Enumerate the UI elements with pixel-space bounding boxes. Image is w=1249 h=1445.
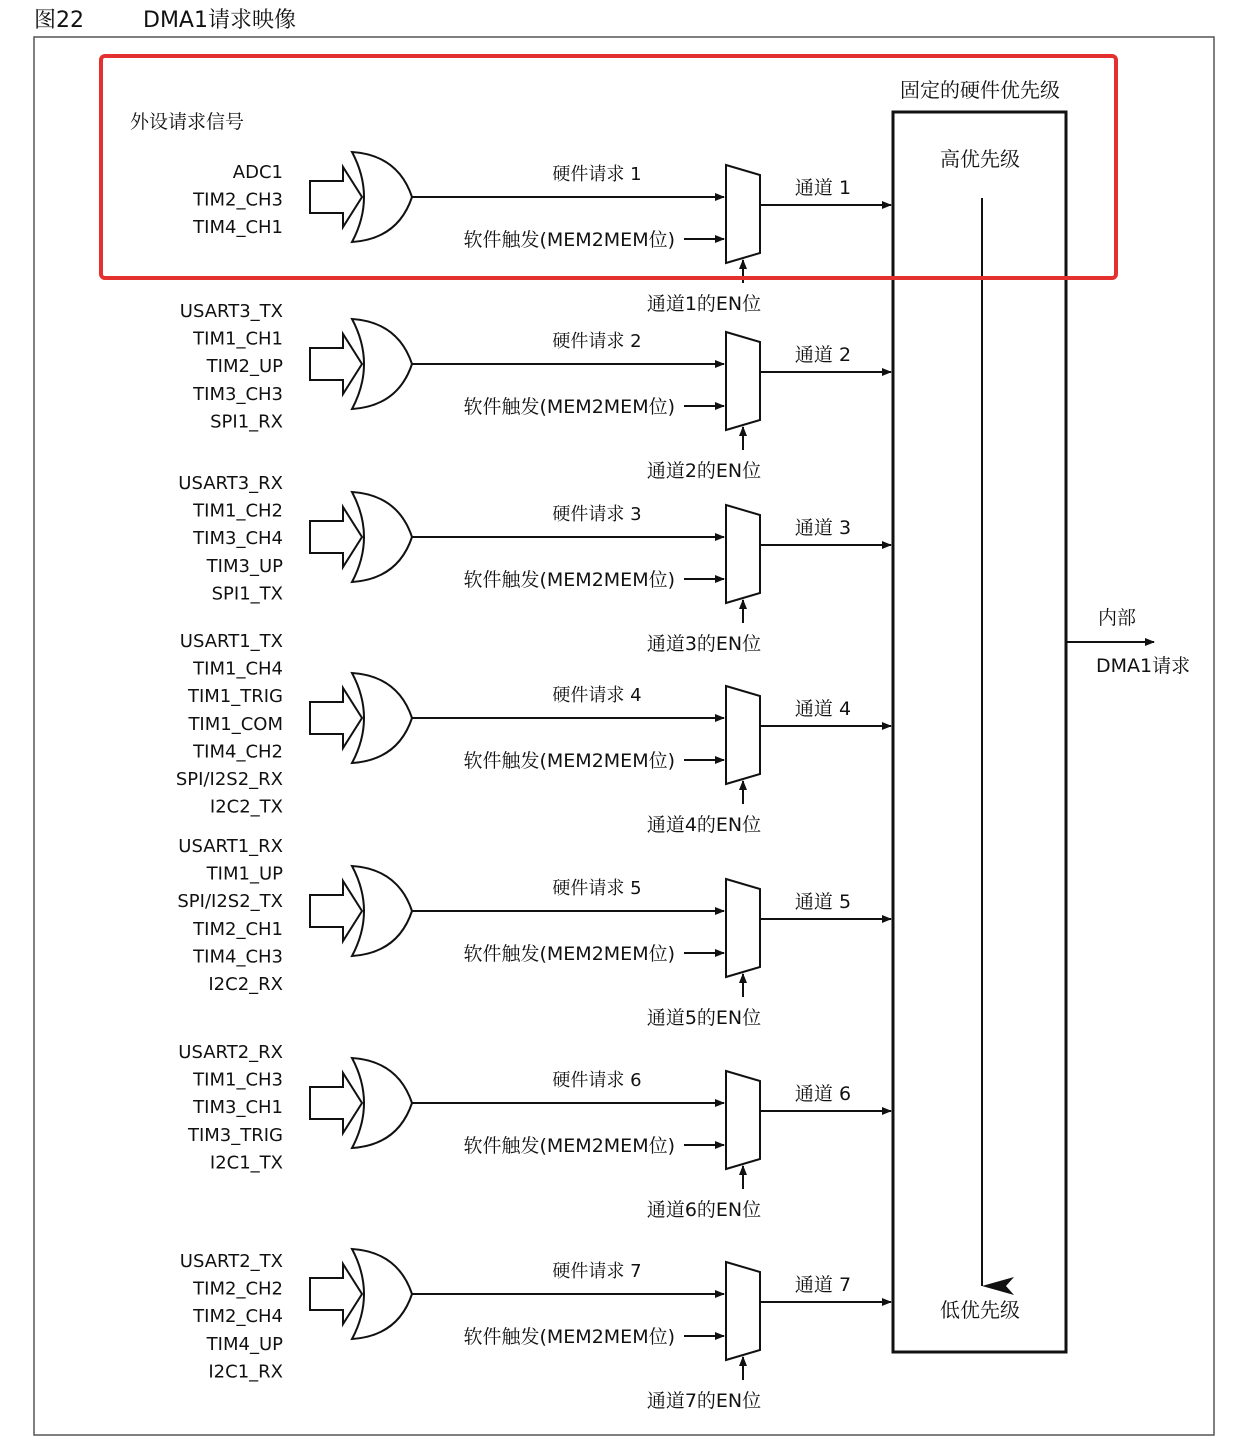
signal-label: USART2_TX xyxy=(179,1251,283,1272)
input-arrow-icon xyxy=(310,334,362,394)
signal-label: USART1_RX xyxy=(178,836,283,857)
signal-label: TIM1_CH3 xyxy=(193,1069,283,1091)
input-arrow-icon xyxy=(310,507,362,567)
signal-label: TIM1_TRIG xyxy=(187,686,283,708)
priority-box xyxy=(893,112,1066,1352)
sw-trigger-label: 软件触发(MEM2MEM位) xyxy=(463,396,675,418)
signal-label: TIM1_COM xyxy=(188,713,283,735)
channel-group-2 xyxy=(180,301,891,482)
priority-low-label: 低优先级 xyxy=(940,1298,1020,1322)
figure-number: 图22 xyxy=(34,8,84,33)
channel-label: 通道 6 xyxy=(794,1083,852,1105)
en-bit-label: 通道4的EN位 xyxy=(646,814,762,836)
hw-request-label: 硬件请求 6 xyxy=(552,1070,642,1091)
signal-label: SPI1_TX xyxy=(211,583,283,605)
sw-trigger-label: 软件触发(MEM2MEM位) xyxy=(463,229,675,251)
input-arrow-icon xyxy=(310,1264,362,1324)
input-arrow-icon xyxy=(310,688,362,748)
hw-request-label: 硬件请求 4 xyxy=(552,685,642,706)
signal-label: SPI/I2S2_TX xyxy=(177,891,283,913)
input-arrow-icon xyxy=(310,1073,362,1133)
signal-label: USART3_TX xyxy=(179,301,283,322)
channel-label: 通道 5 xyxy=(794,891,852,913)
signal-label: I2C2_TX xyxy=(209,796,283,818)
signal-label: TIM3_UP xyxy=(206,555,283,577)
hw-request-label: 硬件请求 5 xyxy=(552,878,642,899)
signal-label: USART2_RX xyxy=(178,1042,283,1063)
mux-icon xyxy=(726,165,760,263)
channel-group-1 xyxy=(192,152,891,315)
signal-label: TIM1_UP xyxy=(206,863,283,885)
en-bit-label: 通道2的EN位 xyxy=(646,460,762,482)
mux-icon xyxy=(726,1262,760,1360)
signal-label: TIM4_CH1 xyxy=(193,217,283,239)
output-label-line1: 内部 xyxy=(1098,607,1137,629)
sw-trigger-label: 软件触发(MEM2MEM位) xyxy=(463,943,675,965)
signal-label: TIM3_TRIG xyxy=(187,1124,283,1146)
channel-label: 通道 4 xyxy=(794,698,852,720)
signal-label: TIM2_CH3 xyxy=(193,189,283,211)
hw-request-label: 硬件请求 3 xyxy=(552,504,642,525)
signal-label: TIM4_CH2 xyxy=(193,741,283,763)
signal-label: TIM2_CH4 xyxy=(193,1306,283,1328)
en-bit-label: 通道7的EN位 xyxy=(646,1390,762,1412)
signal-label: USART1_TX xyxy=(179,631,283,652)
signal-label: SPI/I2S2_RX xyxy=(175,769,283,790)
en-bit-label: 通道5的EN位 xyxy=(646,1007,762,1029)
signal-label: SPI1_RX xyxy=(210,411,283,433)
sw-trigger-label: 软件触发(MEM2MEM位) xyxy=(463,569,675,591)
channel-group-4 xyxy=(176,631,891,836)
mux-icon xyxy=(726,505,760,603)
priority-title: 固定的硬件优先级 xyxy=(900,78,1060,102)
channel-group-7 xyxy=(180,1249,891,1412)
priority-high-label: 高优先级 xyxy=(940,147,1020,171)
hw-request-label: 硬件请求 1 xyxy=(552,164,642,185)
channel-label: 通道 7 xyxy=(794,1274,852,1296)
mux-icon xyxy=(726,686,760,784)
sw-trigger-label: 软件触发(MEM2MEM位) xyxy=(463,750,675,772)
signal-label: ADC1 xyxy=(232,162,283,183)
signal-label: TIM1_CH4 xyxy=(193,658,283,680)
hw-request-label: 硬件请求 2 xyxy=(552,331,642,352)
signal-label: I2C2_RX xyxy=(208,974,283,995)
signal-label: TIM1_CH2 xyxy=(193,500,283,522)
mux-icon xyxy=(726,879,760,977)
signal-label: I2C1_TX xyxy=(209,1152,283,1174)
mux-icon xyxy=(726,1071,760,1169)
signal-label: I2C1_RX xyxy=(208,1361,283,1383)
figure-title: DMA1请求映像 xyxy=(143,8,296,33)
sw-trigger-label: 软件触发(MEM2MEM位) xyxy=(463,1326,675,1348)
input-arrow-icon xyxy=(310,167,362,227)
signal-label: TIM3_CH4 xyxy=(193,528,283,550)
signal-label: TIM4_CH3 xyxy=(193,946,283,968)
channel-group-5 xyxy=(177,836,891,1029)
en-bit-label: 通道1的EN位 xyxy=(646,293,762,315)
channel-label: 通道 3 xyxy=(794,517,852,539)
output-label-line2: DMA1请求 xyxy=(1096,655,1191,677)
signal-label: TIM4_UP xyxy=(206,1333,283,1355)
sw-trigger-label: 软件触发(MEM2MEM位) xyxy=(463,1135,675,1157)
channel-label: 通道 2 xyxy=(794,344,852,366)
signal-label: TIM1_CH1 xyxy=(193,328,283,350)
signal-label: TIM2_CH1 xyxy=(193,918,283,940)
signal-label: USART3_RX xyxy=(178,473,283,494)
en-bit-label: 通道3的EN位 xyxy=(646,633,762,655)
channel-group-3 xyxy=(178,473,891,655)
signal-label: TIM3_CH3 xyxy=(193,383,283,405)
input-arrow-icon xyxy=(310,881,362,941)
peripheral-label: 外设请求信号 xyxy=(130,111,245,133)
channel-groups xyxy=(176,152,891,1412)
mux-icon xyxy=(726,332,760,430)
signal-label: TIM3_CH1 xyxy=(193,1097,283,1119)
signal-label: TIM2_UP xyxy=(206,356,283,378)
signal-label: TIM2_CH2 xyxy=(193,1278,283,1300)
hw-request-label: 硬件请求 7 xyxy=(552,1261,642,1282)
en-bit-label: 通道6的EN位 xyxy=(646,1199,762,1221)
channel-label: 通道 1 xyxy=(794,177,852,199)
channel-group-6 xyxy=(178,1042,891,1221)
